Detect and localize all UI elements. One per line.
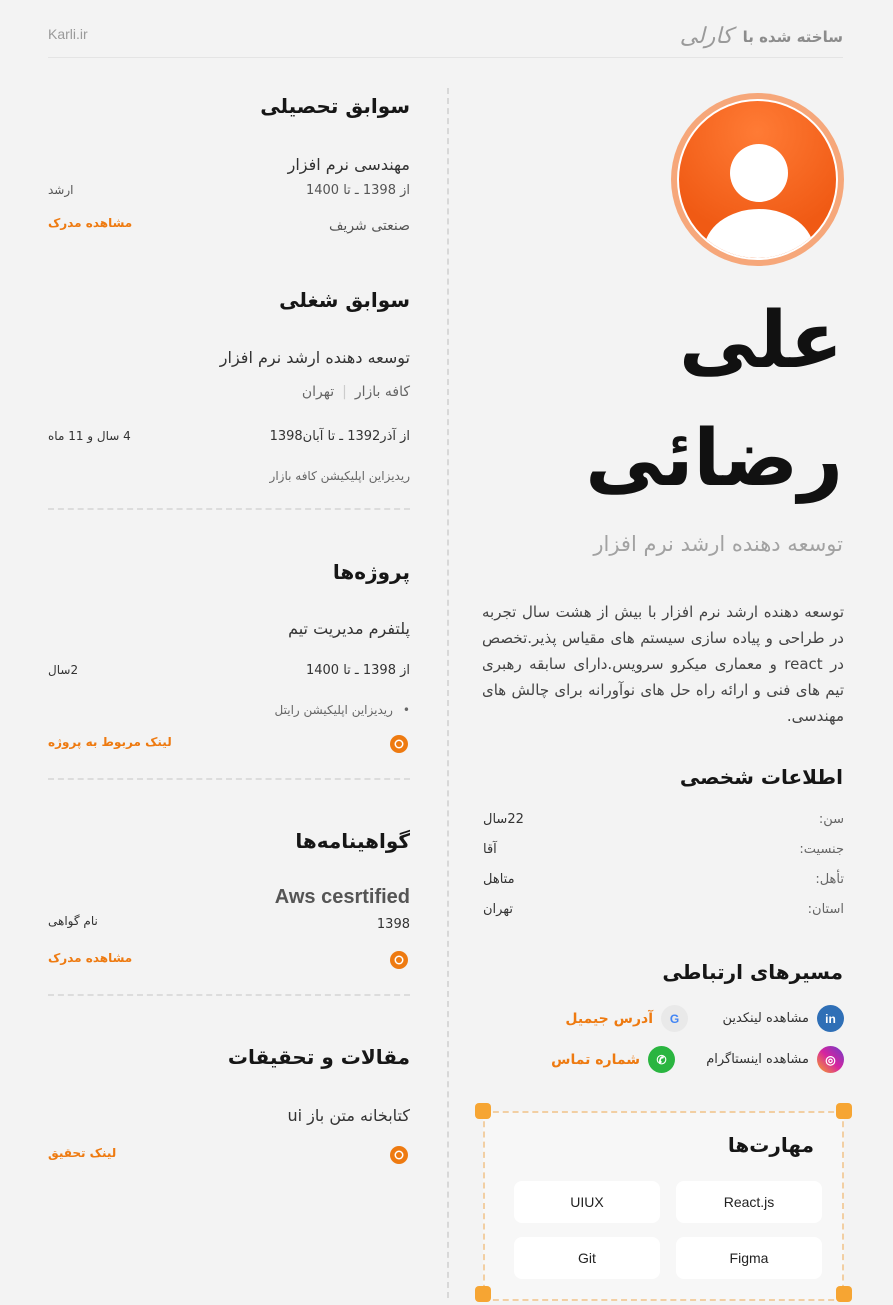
project-link[interactable]: لینک مربوط به پروژه (48, 735, 172, 749)
info-row-marital (483, 872, 844, 892)
certificate-name: Aws cesrtified (274, 886, 410, 908)
projects-title: پروژه‌ها (332, 560, 410, 584)
skill-chip: React.js (676, 1181, 822, 1223)
project-bullet (275, 703, 410, 717)
skill-chip: Figma (676, 1237, 822, 1279)
linkedin-label: مشاهده لینکدین (722, 1011, 809, 1026)
skills-title: مهارت‌ها (727, 1133, 814, 1157)
info-value: تهران (483, 902, 513, 917)
info-row-gender (483, 842, 844, 862)
made-with-label: ساخته شده با (742, 27, 843, 46)
education-dates: از 1398 ـ تا 1400 (305, 183, 410, 198)
education-level: ارشد (48, 183, 74, 197)
skill-chip: Git (514, 1237, 660, 1279)
certificate-label: نام گواهی (48, 914, 98, 928)
avatar (671, 93, 844, 266)
info-label: استان: (807, 902, 844, 917)
phone-label: شماره تماس (551, 1051, 640, 1068)
resize-handle[interactable] (475, 1103, 491, 1119)
certificate-link[interactable]: مشاهده مدرک (48, 951, 133, 965)
education-degree: مهندسی نرم افزار (287, 155, 410, 174)
last-name: رضائی (585, 414, 843, 504)
info-label: تأهل: (815, 872, 844, 887)
info-label: سن: (818, 812, 844, 827)
site-link[interactable]: Karli.ir (48, 26, 88, 42)
contacts-title: مسیرهای ارتباطی (662, 960, 843, 984)
first-name: علی (678, 296, 843, 386)
work-company-row (302, 384, 410, 400)
column-divider (447, 88, 449, 1298)
skill-chip: UIUX (514, 1181, 660, 1223)
articles-title: مقالات و تحقیقات (227, 1045, 410, 1069)
user-icon (679, 101, 838, 260)
phone-link[interactable] (551, 1046, 675, 1073)
work-city: تهران (301, 384, 335, 400)
work-title: سوابق شغلی (279, 288, 410, 312)
top-bar (48, 0, 843, 58)
work-role: توسعه دهنده ارشد نرم افزار (219, 348, 410, 367)
certificate-year: 1398 (376, 917, 410, 932)
resize-handle[interactable] (836, 1286, 852, 1302)
gmail-label: آدرس جیمیل (565, 1010, 653, 1027)
made-with-badge[interactable] (680, 24, 843, 49)
certificates-title: گواهینامه‌ها (295, 829, 410, 853)
gmail-link[interactable] (565, 1005, 688, 1032)
education-university: صنعتی شریف (328, 218, 410, 234)
info-value: آقا (483, 842, 497, 857)
chrome-icon[interactable] (389, 734, 409, 754)
work-duration: 4 سال و 11 ماه (48, 429, 131, 443)
karli-logo: کارلی (679, 24, 733, 49)
google-icon: G (661, 1005, 688, 1032)
education-certificate-link[interactable]: مشاهده مدرک (48, 216, 133, 230)
linkedin-icon: in (817, 1005, 844, 1032)
instagram-label: مشاهده اینستاگرام (706, 1052, 809, 1067)
work-description: ریدیزاین اپلیکیشن کافه بازار (269, 469, 410, 483)
skills-box (483, 1111, 844, 1301)
personal-info-title: اطلاعات شخصی (679, 765, 843, 789)
instagram-link[interactable] (706, 1046, 844, 1073)
project-bullet-text: ریدیزاین اپلیکیشن رایتل (274, 703, 393, 717)
education-title: سوابق تحصیلی (260, 94, 410, 118)
resize-handle[interactable] (836, 1103, 852, 1119)
info-value: 22سال (483, 812, 524, 827)
project-dates: از 1398 ـ تا 1400 (305, 663, 410, 678)
work-dates: از آذر1392 ـ تا آبان1398 (269, 429, 410, 444)
section-divider (48, 508, 410, 510)
instagram-icon: ◎ (817, 1046, 844, 1073)
job-title: توسعه دهنده ارشد نرم افزار (593, 532, 843, 556)
bullet-icon: • (402, 703, 410, 717)
chrome-icon[interactable] (389, 1145, 409, 1165)
article-name: کتابخانه متن باز ui (287, 1106, 410, 1125)
section-divider (48, 994, 410, 996)
info-value: متاهل (483, 872, 515, 887)
work-company: کافه بازار (354, 384, 410, 400)
info-row-age (483, 812, 844, 832)
whatsapp-icon: ✆ (648, 1046, 675, 1073)
linkedin-link[interactable] (723, 1005, 844, 1032)
project-duration: 2سال (48, 663, 79, 677)
info-row-province (483, 902, 844, 922)
resize-handle[interactable] (475, 1286, 491, 1302)
bio: توسعه دهنده ارشد نرم افزار با بیش از هشت سال تجربه در طراحی و پیاده سازی سیستم های مقیاس پذیر.تخصص در react و معماری میکرو سرویس.دارای سابقه رهبری تیم های فنی و ارائه راه حل های نوآورانه برای چالش های مهندسی. (482, 603, 844, 725)
separator: | (342, 384, 347, 400)
article-link[interactable]: لینک تحقیق (48, 1146, 117, 1160)
section-divider (48, 778, 410, 780)
project-name: پلتفرم مدیریت تیم (288, 619, 410, 638)
info-label: جنسیت: (799, 842, 844, 857)
chrome-icon[interactable] (389, 950, 409, 970)
